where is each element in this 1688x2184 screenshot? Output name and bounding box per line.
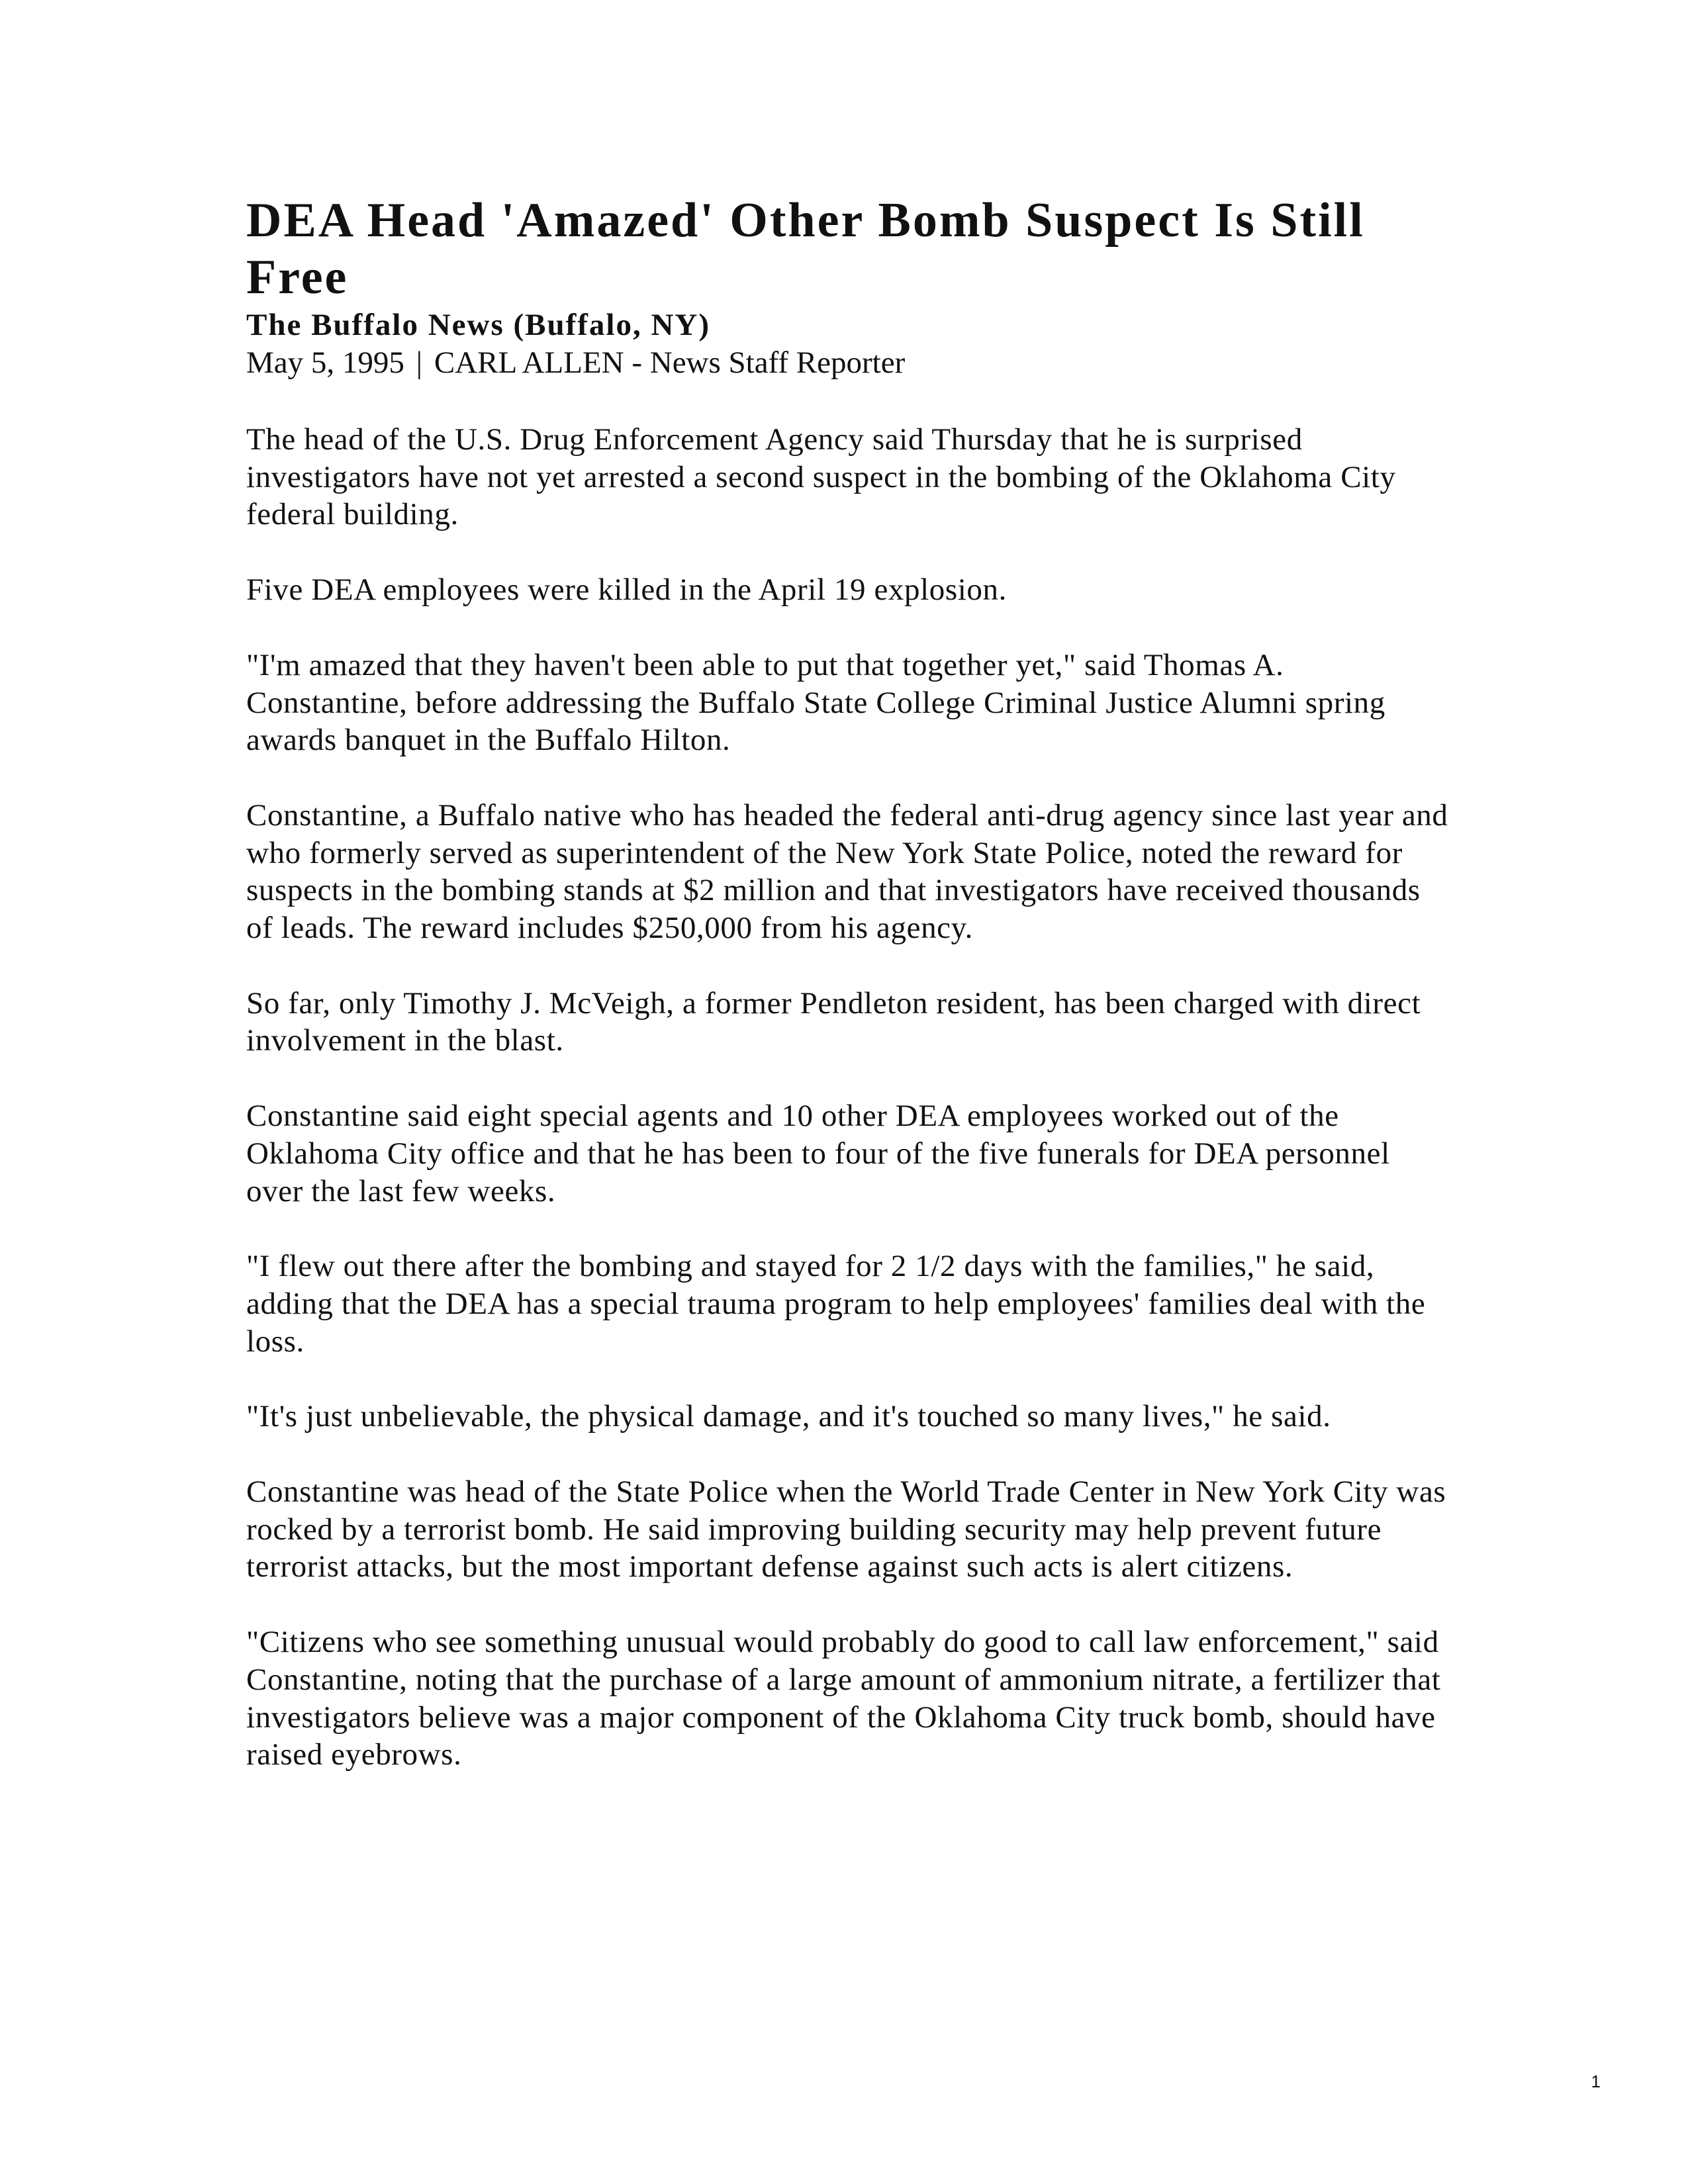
article-date: May 5, 1995 xyxy=(246,345,404,380)
article xyxy=(246,192,1451,1811)
article-author: CARL ALLEN - News Staff Reporter xyxy=(434,345,906,380)
article-paragraph: Constantine was head of the State Police when the World Trade Center in New York City was rocked by a terrorist bomb. He said improving building security may help prevent future terrorist attacks, but the most important defense against such acts is alert citizens. xyxy=(246,1475,1446,1584)
publication-name: The Buffalo News (Buffalo, NY) xyxy=(246,308,711,342)
article-paragraph: "I flew out there after the bombing and stayed for 2 1/2 days with the families," he said, adding that the DEA has a special trauma program to help employees' families deal with the loss. xyxy=(246,1249,1426,1359)
article-paragraph: The head of the U.S. Drug Enforcement Agency said Thursday that he is surprised investigators have not yet arrested a second suspect in the bombing of the Oklahoma City federal building. xyxy=(246,422,1396,532)
article-paragraph: Constantine said eight special agents and 10 other DEA employees worked out of the Oklahoma City office and that he has been to four of the five funerals for DEA personnel over the last few weeks. xyxy=(246,1099,1390,1208)
article-paragraph: Five DEA employees were killed in the April 19 explosion. xyxy=(246,572,1007,608)
article-paragraph: So far, only Timothy J. McVeigh, a former Pendleton resident, has been charged with direct involvement in the blast. xyxy=(246,985,1421,1058)
article-paragraph: "It's just unbelievable, the physical damage, and it's touched so many lives," he said. xyxy=(246,1399,1331,1434)
article-paragraph: Constantine, a Buffalo native who has headed the federal anti-drug agency since last year and who formerly served as superintendent of the New York State Police, noted the reward for suspects in the bombing stands at $2 million and that investigators have received thousands of leads. The reward includes $250,000 from his agency. xyxy=(246,797,1448,946)
page-number: 1 xyxy=(1591,2071,1601,2091)
article-paragraph: "I'm amazed that they haven't been able to put that together yet," said Thomas A. Constantine, before addressing the Buffalo State College Criminal Justice Alumni spring awards banquet in the Buffalo Hilton. xyxy=(246,647,1385,758)
article-paragraph: "Citizens who see something unusual would probably do good to call law enforcement," said Constantine, noting that the purchase of a large amount of ammonium nitrate, a fertilizer that investigators believe was a major component of the Oklahoma City truck bomb, should have raised eyebrows. xyxy=(246,1625,1441,1772)
byline xyxy=(246,344,1451,381)
byline-separator: | xyxy=(416,345,423,380)
article-headline: DEA Head 'Amazed' Other Bomb Suspect Is Still Free xyxy=(246,193,1365,304)
